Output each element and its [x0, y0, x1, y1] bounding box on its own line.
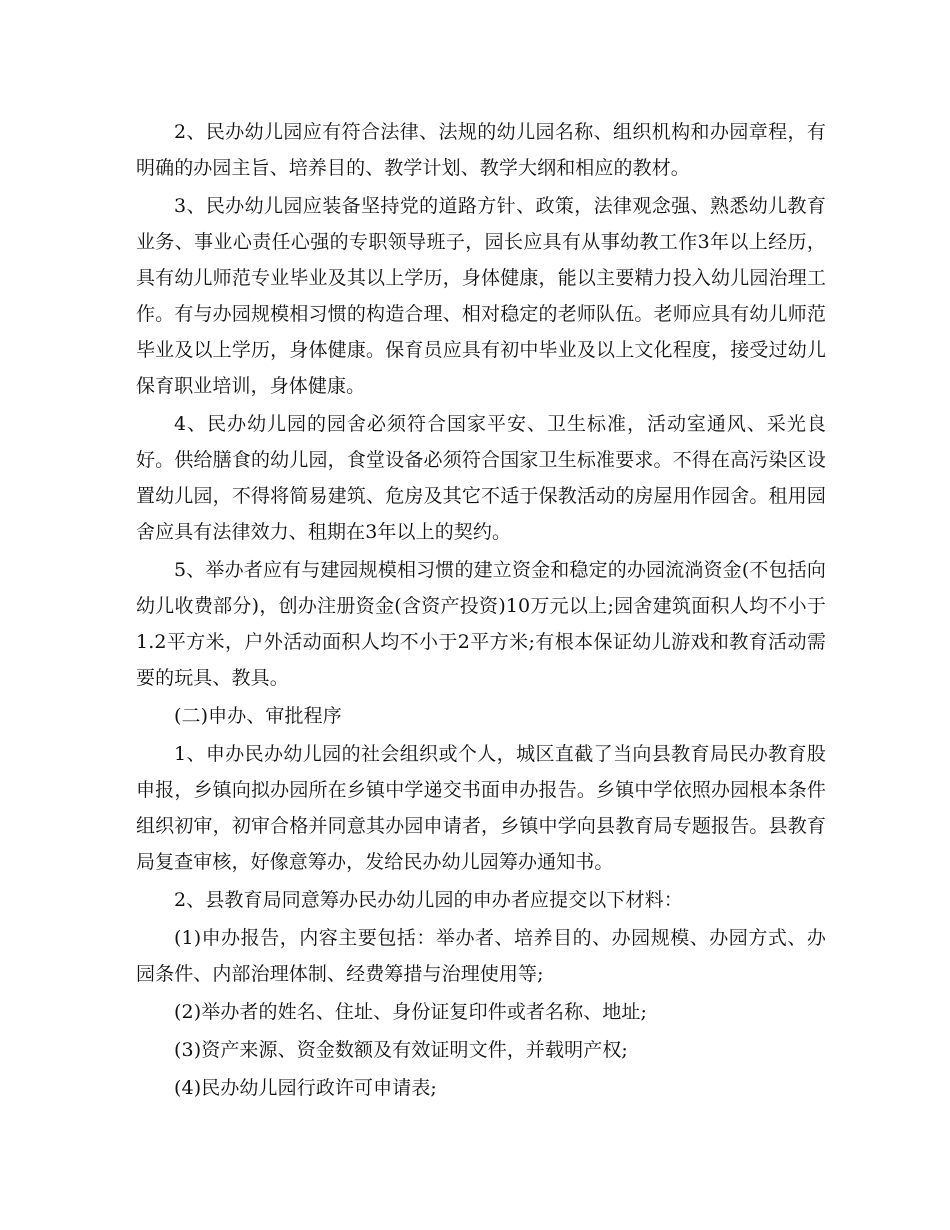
paragraph-procedure-2: 2、县教育局同意筹办民办幼儿园的申办者应提交以下材料： — [174, 889, 683, 911]
section-heading-application-procedure: (二)申办、审批程序 — [174, 705, 342, 727]
paragraph-requirement-4: 4、民办幼儿园的园舍必须符合国家平安、卫生标准，活动室通风、采光良好。供给膳食的幼儿园，食堂设备必须符合国家卫生标准要求。不得在高污染区设置幼儿园，不得将简易建筑、危房及其它不适于保教活动的房屋用作园舍。租用园舍应具有法律效力、租期在3年以上的契约。 — [136, 413, 826, 543]
list-item-material-1: (1)申办报告，内容主要包括：举办者、培养目的、办园规模、办园方式、办园条件、内部治理体制、经费筹措与治理使用等; — [136, 927, 826, 985]
paragraph-procedure-1: 1、申办民办幼儿园的社会组织或个人，城区直截了当向县教育局民办教育股申报，乡镇向拟办园所在乡镇中学递交书面申办报告。乡镇中学依照办园根本条件组织初审，初审合格并同意其办园申请者，乡镇中学向县教育局专题报告。县教育局复查审核，好像意筹办，发给民办幼儿园筹办通知书。 — [136, 743, 826, 873]
list-item-material-4: (4)民办幼儿园行政许可申请表; — [174, 1077, 437, 1099]
list-item-material-3: (3)资产来源、资金数额及有效证明文件，并载明产权; — [174, 1039, 628, 1061]
document-body — [136, 114, 826, 1108]
list-item-material-2: (2)举办者的姓名、住址、身份证复印件或者名称、地址; — [174, 1001, 648, 1023]
paragraph-requirement-3: 3、民办幼儿园应装备坚持党的道路方针、政策，法律观念强、熟悉幼儿教育业务、事业心责任心强的专职领导班子，园长应具有从事幼教工作3年以上经历，具有幼儿师范专业毕业及其以上学历，身体健康，能以主要精力投入幼儿园治理工作。有与办园规模相习惯的构造合理、相对稳定的老师队伍。老师应具有幼儿师范毕业及以上学历，身体健康。保育员应具有初中毕业及以上文化程度，接受过幼儿保育职业培训，身体健康。 — [136, 195, 826, 397]
paragraph-requirement-2: 2、民办幼儿园应有符合法律、法规的幼儿园名称、组织机构和办园章程，有明确的办园主旨、培养目的、教学计划、教学大纲和相应的教材。 — [136, 121, 826, 179]
paragraph-requirement-5: 5、举办者应有与建园规模相习惯的建立资金和稳定的办园流淌资金(不包括向幼儿收费部分)，创办注册资金(含资产投资)10万元以上;园舍建筑面积人均不小于1.2平方米，户外活动面积人均不小于2平方米;有根本保证幼儿游戏和教育活动需要的玩具、教具。 — [136, 559, 826, 689]
